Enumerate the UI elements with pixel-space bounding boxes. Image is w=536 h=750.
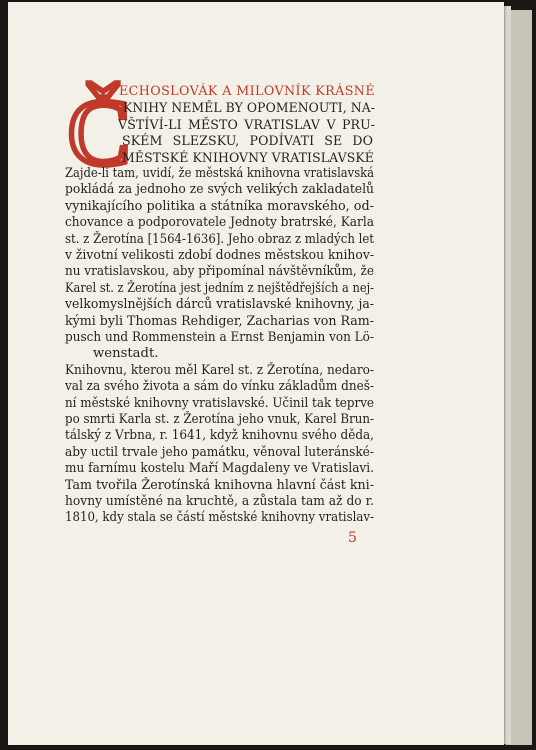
text-line: 1810, kdy stala se částí městské knihovny vratislav-	[65, 510, 374, 526]
text-line: wenstadt.	[93, 346, 159, 362]
text-line: aby uctil trvale jeho památku, věnoval luteránské-	[65, 444, 374, 460]
text-line: ní městské knihovny vratislavské. Učinil tak teprve	[65, 395, 374, 411]
page-number: 5	[348, 530, 357, 546]
text-line: chovance a podporovatele Jednoty bratrské, Karla	[65, 215, 374, 231]
text-line: KNIHY NEMĚL BY OPOMENOUTI, NA-	[123, 100, 375, 116]
text-line: ECHOSLOVÁK A MILOVNÍK KRÁSNÉ	[119, 84, 375, 99]
text-line: SKÉM SLEZSKU, PODÍVATI SE DO	[122, 133, 374, 149]
text-line: kými byli Thomas Rehdiger, Zacharias von Ram-	[65, 313, 374, 329]
text-line: MĚSTSKÉ KNIHOVNY VRATISLAVSKÉ	[122, 149, 374, 165]
text-line: po smrti Karla st. z Žerotína jeho vnuk, Karel Brun-	[65, 412, 374, 427]
text-line: v životní velikosti zdobí dodnes městskou knihov-	[65, 248, 374, 263]
text-line: Knihovnu, kterou měl Karel st. z Žerotína, nedaro-	[65, 362, 374, 378]
book-page	[8, 2, 504, 745]
text-line: Zajde-li tam, uvidí, že městská knihovna vratislavská	[65, 166, 374, 181]
text-line: VŠTÍVÍ-LI MĚSTO VRATISLAV V PRU-	[118, 116, 375, 132]
text-line: pokládá za jednoho ze svých velikých zakladatelů	[65, 182, 374, 198]
text-line: val za svého života a sám do vínku základům dneš-	[65, 379, 374, 395]
text-line: st. z Žerotína [1564-1636]. Jeho obraz z mladých let	[65, 231, 374, 247]
text-line: hovny umístěné na kruchtě, a zůstala tam až do r.	[65, 494, 374, 509]
text-line: pusch und Rommenstein a Ernst Benjamin von Lö-	[65, 330, 374, 345]
text-line: velkomyslnějších dárců vratislavské knihovny, ja-	[65, 297, 374, 313]
text-line: nu vratislavskou, aby připomínal návštěvníkům, že	[65, 264, 374, 280]
text-line: mu farnímu kostelu Maří Magdaleny ve Vratislavi.	[65, 461, 374, 477]
text-line: Karel st. z Žerotína jest jedním z nejštědřejších a nej-	[65, 280, 374, 296]
text-line: Tam tvořila Žerotínská knihovna hlavní část kni-	[65, 477, 374, 493]
text-line: vynikajícího politika a státníka moravského, od-	[65, 198, 374, 214]
text-line: tálský z Vrbna, r. 1641, když knihovnu svého děda,	[65, 428, 374, 444]
drop-cap-text: Č	[67, 81, 131, 170]
